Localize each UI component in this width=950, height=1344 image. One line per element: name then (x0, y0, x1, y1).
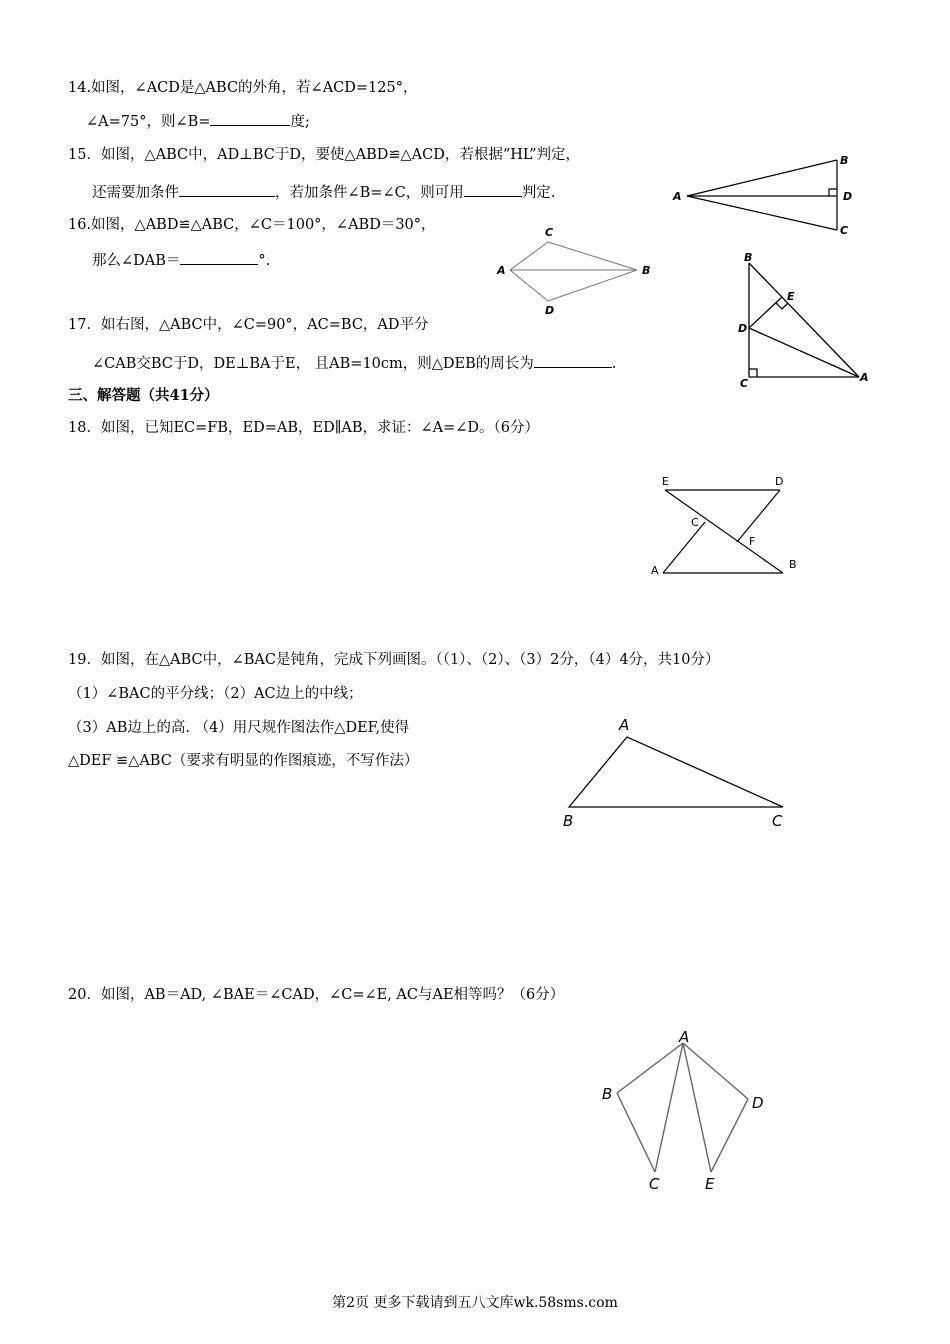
q15-label-d: D (843, 190, 853, 203)
q14-line1: 14.如图，∠ACD是△ABC的外角，若∠ACD=125°， (68, 80, 418, 96)
q15-line1: 15．如图，△ABC中，AD⊥BC于D，要使△ABD≌△ACD，若根据“HL”判定， (68, 147, 580, 163)
q16-line2 (92, 250, 270, 270)
q16-line1: 16.如图，△ABD≌△ABC，∠C＝100°，∠ABD＝30°， (68, 217, 436, 233)
section-3-title: 三、解答题（共41分） (68, 387, 219, 404)
q16-label-d: D (545, 304, 555, 317)
q20-label-e: E (705, 1175, 715, 1193)
q17-line2 (92, 353, 616, 373)
q18-label-b: B (789, 558, 797, 571)
q20-label-a: A (679, 1028, 690, 1046)
page-footer: 第2页 更多下载请到五八文库wk.58sms.com (332, 1295, 618, 1311)
q17-figure (735, 250, 875, 390)
q14-line2 (86, 111, 310, 131)
q19-line4: △DEF ≌△ABC（要求有明显的作图痕迹，不写作法） (68, 753, 419, 769)
q17-line1: 17．如右图，△ABC中，∠C=90°，AC=BC，AD平分 (68, 317, 429, 333)
q19-figure (555, 710, 795, 835)
q18-figure (645, 470, 805, 580)
q19-line1: 19．如图，在△ABC中，∠BAC是钝角，完成下列画图。（（1）、（2）、（3）2分，（4）4分，共10分） (68, 652, 720, 668)
q15-line2 (92, 182, 555, 202)
q17-label-c: C (740, 377, 749, 390)
q20-label-b: B (602, 1085, 613, 1103)
q16-label-c: C (545, 226, 554, 239)
q17-answer-blank[interactable] (534, 353, 612, 368)
q17-label-e: E (787, 290, 795, 303)
q19-line2: （1）∠BAC的平分线；（2）AC边上的中线； (68, 686, 363, 702)
q15-label-b: B (840, 154, 849, 167)
q20-label-d: D (752, 1094, 764, 1112)
q15-answer-blank-2[interactable] (464, 182, 522, 197)
q18-label-a: A (651, 564, 659, 577)
q18-label-e: E (662, 475, 669, 488)
q16-label-b: B (642, 264, 651, 277)
q20-text: 20．如图，AB＝AD, ∠BAE＝∠CAD，∠C=∠E, AC与AE相等吗？（6分） (68, 987, 565, 1003)
q18-label-d: D (775, 475, 784, 488)
q15-answer-blank-1[interactable] (179, 182, 275, 197)
q17-label-d: D (738, 322, 748, 335)
q16-figure (490, 225, 660, 320)
q17-line2-end: . (611, 356, 617, 372)
q17-line2-text: ∠CAB交BC于D，DE⊥BA于E， 且AB=10cm，则△DEB的周长为 (92, 356, 534, 372)
q18-label-f: F (749, 535, 756, 548)
q19-label-b: B (563, 812, 574, 830)
q18-text: 18．如图，已知EC=FB，ED=AB，ED∥AB，求证：∠A=∠D。（6分） (68, 420, 540, 436)
q19-label-c: C (772, 812, 783, 830)
q15-line2-text-c: 判定. (521, 185, 556, 201)
q20-figure (595, 1030, 775, 1195)
q19-label-a: A (619, 716, 630, 734)
q16-label-a: A (497, 264, 506, 277)
q20-label-c: C (649, 1175, 660, 1193)
q16-line2-text: 那么∠DAB＝ (92, 253, 181, 269)
q15-figure (666, 150, 866, 240)
q15-line2-text-b: ，若加条件∠B=∠C，则可用 (275, 185, 464, 201)
q16-line2-unit: °. (258, 253, 271, 269)
q15-label-c: C (840, 224, 849, 237)
q15-label-a: A (673, 190, 682, 203)
q17-label-a: A (860, 371, 869, 384)
q18-label-c: C (691, 516, 699, 529)
q14-line2-unit: 度; (290, 114, 310, 130)
q16-answer-blank[interactable] (180, 250, 258, 265)
q14-answer-blank[interactable] (210, 111, 290, 126)
q15-line2-text-a: 还需要加条件 (92, 185, 179, 201)
q19-line3: （3）AB边上的高. （4）用尺规作图法作△DEF,使得 (68, 720, 410, 736)
q14-line2-text: ∠A=75°，则∠B= (86, 114, 211, 130)
q17-label-b: B (744, 251, 753, 264)
